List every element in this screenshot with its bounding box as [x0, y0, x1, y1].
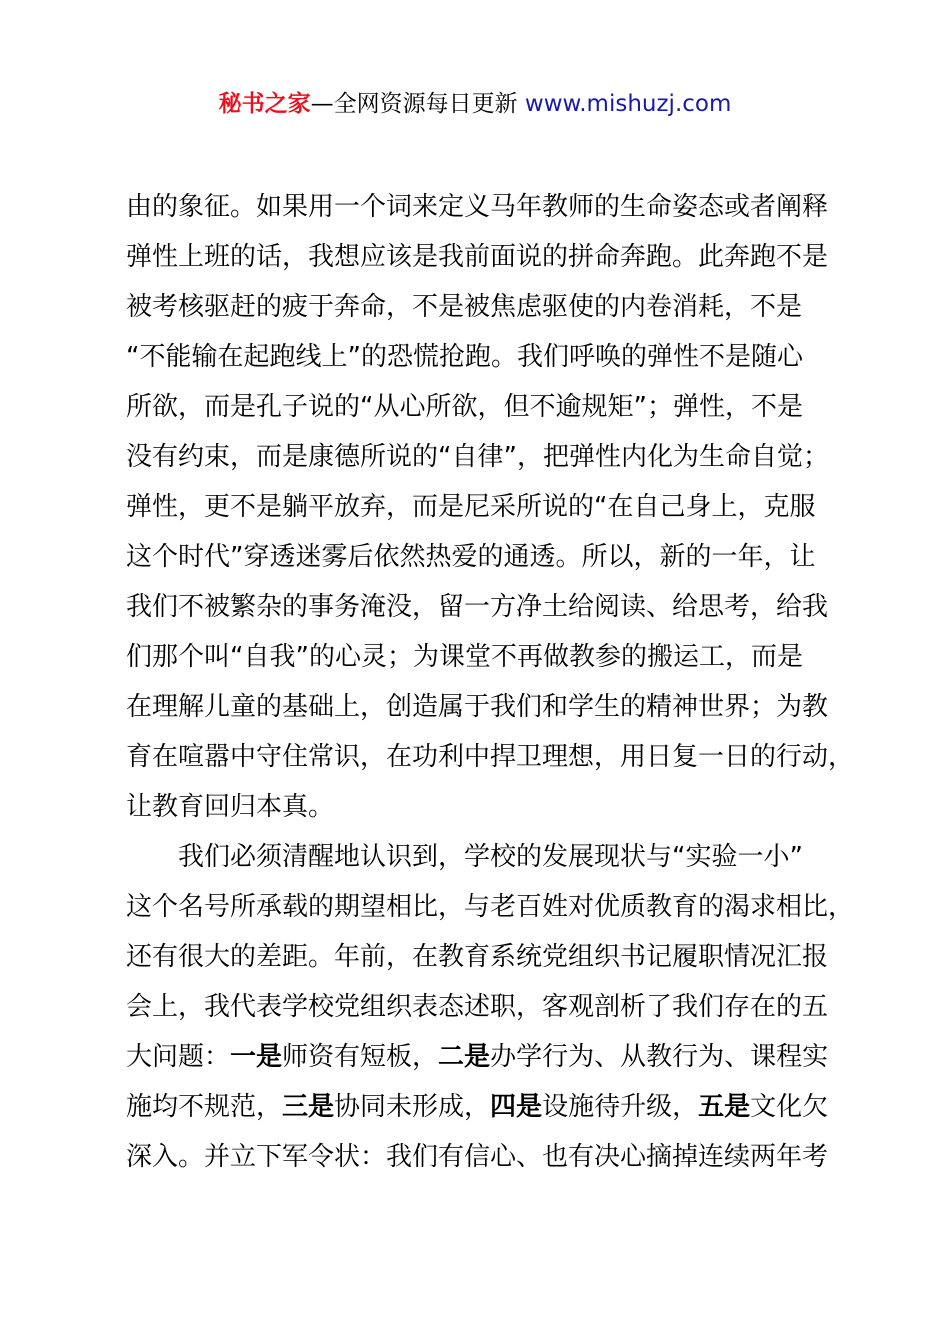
text-line: 会上，我代表学校党组织表态述职，客观剖析了我们存在的五 [126, 992, 829, 1022]
text-line: 被考核驱赶的疲于奔命，不是被焦虑驱使的内卷消耗，不是 [126, 292, 803, 322]
bold-label-1: 一是 [230, 1042, 283, 1072]
text-line: 育在喧嚣中守住常识，在功利中捍卫理想，用日复一日的行动， [126, 742, 855, 772]
bold-label-4: 四是 [490, 1092, 543, 1122]
header-tagline: —全网资源每日更新 [310, 91, 518, 117]
text-run: 施均不规范， [126, 1092, 283, 1122]
text-line: 我们必须清醒地认识到，学校的发展现状与“实验一小” [178, 842, 803, 872]
bold-label-5: 五是 [698, 1092, 751, 1122]
text-run: 师资有短板， [282, 1042, 439, 1072]
text-run: 协同未形成， [334, 1092, 491, 1122]
text-line: 们那个叫“自我”的心灵；为课堂不再做教参的搬运工，而是 [126, 642, 803, 672]
bold-label-2: 二是 [438, 1042, 491, 1072]
text-line: 我们不被繁杂的事务淹没，留一方净土给阅读、给思考，给我 [126, 592, 829, 622]
text-line: 让教育回归本真。 [126, 792, 335, 822]
text-run: 办学行为、从教行为、课程实 [490, 1042, 829, 1072]
brand-name: 秘书之家 [218, 91, 311, 117]
text-line: 还有很大的差距。年前，在教育系统党组织书记履职情况汇报 [126, 942, 829, 972]
text-line: 弹性，更不是躺平放弃，而是尼采所说的“在自己身上，克服 [126, 492, 816, 522]
text-line: 弹性上班的话，我想应该是我前面说的拼命奔跑。此奔跑不是 [126, 242, 829, 272]
text-line: 由的象征。如果用一个词来定义马年教师的生命姿态或者阐释 [126, 192, 829, 222]
site-url-link[interactable]: www.mishuzj.com [524, 91, 732, 117]
text-line: 没有约束，而是康德所说的“自律”，把弹性内化为生命自觉； [126, 442, 829, 472]
text-line: 在理解儿童的基础上，创造属于我们和学生的精神世界；为教 [126, 692, 829, 722]
text-line: 这个名号所承载的期望相比，与老百姓对优质教育的渴求相比， [126, 892, 855, 922]
text-run: 大问题： [126, 1042, 231, 1072]
text-run: 文化欠 [750, 1092, 829, 1122]
text-line [126, 1082, 836, 1132]
document-body [126, 182, 855, 1182]
text-line: 所欲，而是孔子说的“从心所欲，但不逾规矩”；弹性，不是 [126, 392, 803, 422]
bold-label-3: 三是 [282, 1092, 335, 1122]
paragraph-1 [126, 182, 855, 832]
text-line: 这个时代”穿透迷雾后依然热爱的通透。所以，新的一年，让 [126, 542, 816, 572]
text-run: 设施待升级， [542, 1092, 699, 1122]
text-line: 深入。并立下军令状：我们有信心、也有决心摘掉连续两年考 [126, 1142, 829, 1172]
text-line [126, 1032, 836, 1082]
paragraph-2 [126, 832, 855, 1182]
page-header [0, 88, 950, 120]
text-line: “不能输在起跑线上”的恐慌抢跑。我们呼唤的弹性不是随心 [126, 342, 803, 372]
